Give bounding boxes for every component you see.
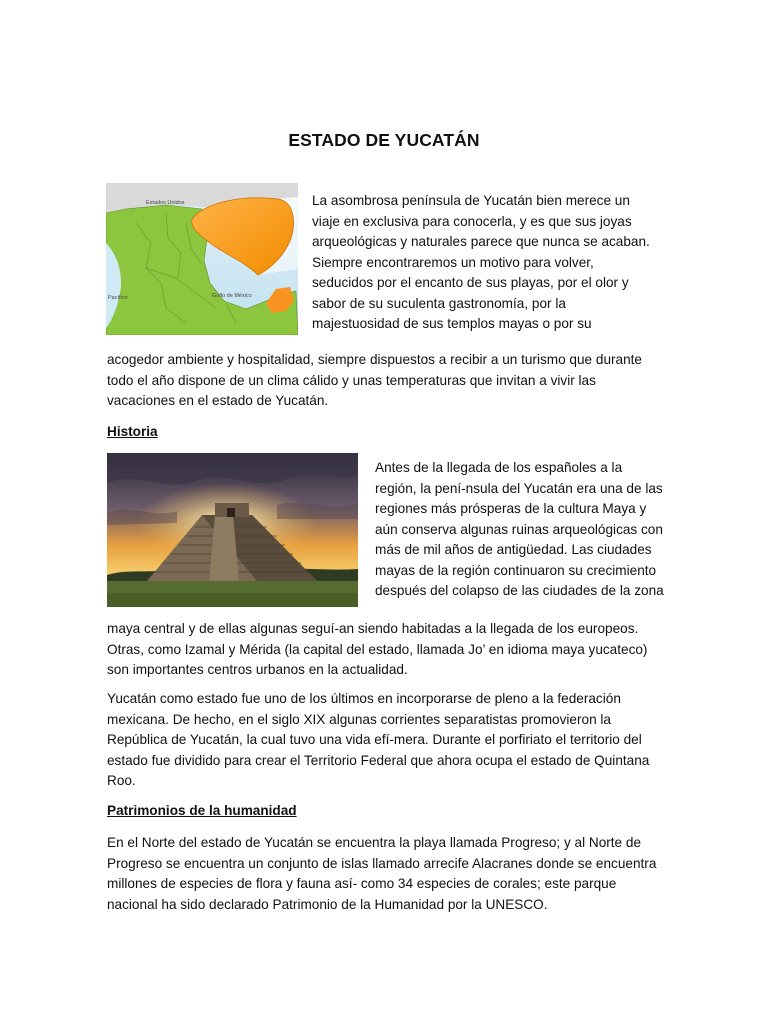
intro-line: arqueológicas y naturales parece que nunca se acaban.: [312, 234, 650, 249]
intro-line: sabor de su suculenta gastronomía, por la: [312, 295, 566, 311]
historia-line: región, la pení-nsula del Yucatán era una de las: [375, 480, 663, 496]
historia-line: regiones más prósperas de la cultura Maya y: [375, 501, 647, 516]
intro-continuation: [107, 350, 667, 412]
historia-second-paragraph: [107, 689, 677, 792]
historia2-line: República de Yucatán, la cual tuvo una vida efí-mera. Durante el porfiriato el territorio del: [107, 732, 642, 747]
intro-cont-line: todo el año dispone de un clima cálido y unas temperaturas que invitan a vivir las: [107, 372, 596, 388]
patrimonio-paragraph: [107, 833, 677, 915]
historia-continuation: [107, 619, 677, 681]
historia-cont-line: maya central y de ellas algunas seguí-an siendo habitadas a la llegada de los europeos.: [107, 621, 639, 636]
map-label-gulf: Golfo de México: [212, 293, 252, 299]
yucatan-map-image: [106, 183, 298, 335]
historia2-line: Roo.: [107, 773, 136, 788]
patrimonio-line: millones de especies de flora y fauna así- como 34 especies de corales; este parque: [107, 876, 617, 891]
historia2-line: estado fue dividido para crear el Territorio Federal que ahora ocupa el estado de Quintana: [107, 752, 650, 768]
historia-line: Antes de la llegada de los españoles a la: [375, 460, 623, 475]
map-label-usa: Estados Unidos: [146, 200, 185, 206]
intro-line: majestuosidad de sus templos mayas o por su: [312, 316, 592, 331]
historia-line: mayas de la región continuaron su crecimiento: [375, 562, 657, 578]
historia-line: aún conserva algunas ruinas arqueológicas con: [375, 521, 663, 537]
patrimonio-line: nacional ha sido declarado Patrimonio de la Humanidad por la UNESCO.: [107, 896, 548, 912]
intro-line: viaje en exclusiva para conocerla, y es que sus joyas: [312, 213, 632, 229]
historia2-line: mexicana. De hecho, en el siglo XIX algunas corrientes separatistas promovieron la: [107, 711, 611, 727]
historia-line: después del colapso de las ciudades de la zona: [375, 583, 664, 598]
historia2-line: Yucatán como estado fue uno de los últimos en incorporarse de pleno a la federación: [107, 691, 621, 706]
intro-line: La asombrosa península de Yucatán bien merece un: [312, 193, 630, 208]
patrimonio-heading: Patrimonios de la humanidad: [107, 803, 297, 818]
historia-cont-line: son importantes centros urbanos en la actualidad.: [107, 662, 408, 677]
intro-cont-line: vacaciones en el estado de Yucatán.: [107, 393, 329, 408]
intro-paragraph: [312, 191, 662, 335]
map-label-pacific: Pacífico: [108, 295, 128, 301]
historia-line: más de mil años de antigüedad. Las ciudades: [375, 542, 652, 557]
patrimonio-line: Progreso se encuentra un conjunto de islas llamado arrecife Alacranes donde se encuentra: [107, 855, 657, 871]
historia-cont-line: Otras, como Izamal y Mérida (la capital del estado, llamada Jo’ en idioma maya yucateco): [107, 641, 648, 657]
patrimonio-line: En el Norte del estado de Yucatán se encuentra la playa llamada Progreso; y al Norte de: [107, 835, 642, 850]
page-title: ESTADO DE YUCATÁN: [288, 130, 480, 150]
historia-heading: Historia: [107, 424, 158, 439]
intro-line: seducidos por el encanto de sus playas, por el olor y: [312, 275, 629, 290]
intro-cont-line: acogedor ambiente y hospitalidad, siempre dispuestos a recibir a un turismo que durante: [107, 352, 642, 367]
pyramid-image: [107, 453, 358, 607]
historia-paragraph: [375, 458, 675, 602]
intro-line: Siempre encontraremos un motivo para volver,: [312, 254, 594, 270]
